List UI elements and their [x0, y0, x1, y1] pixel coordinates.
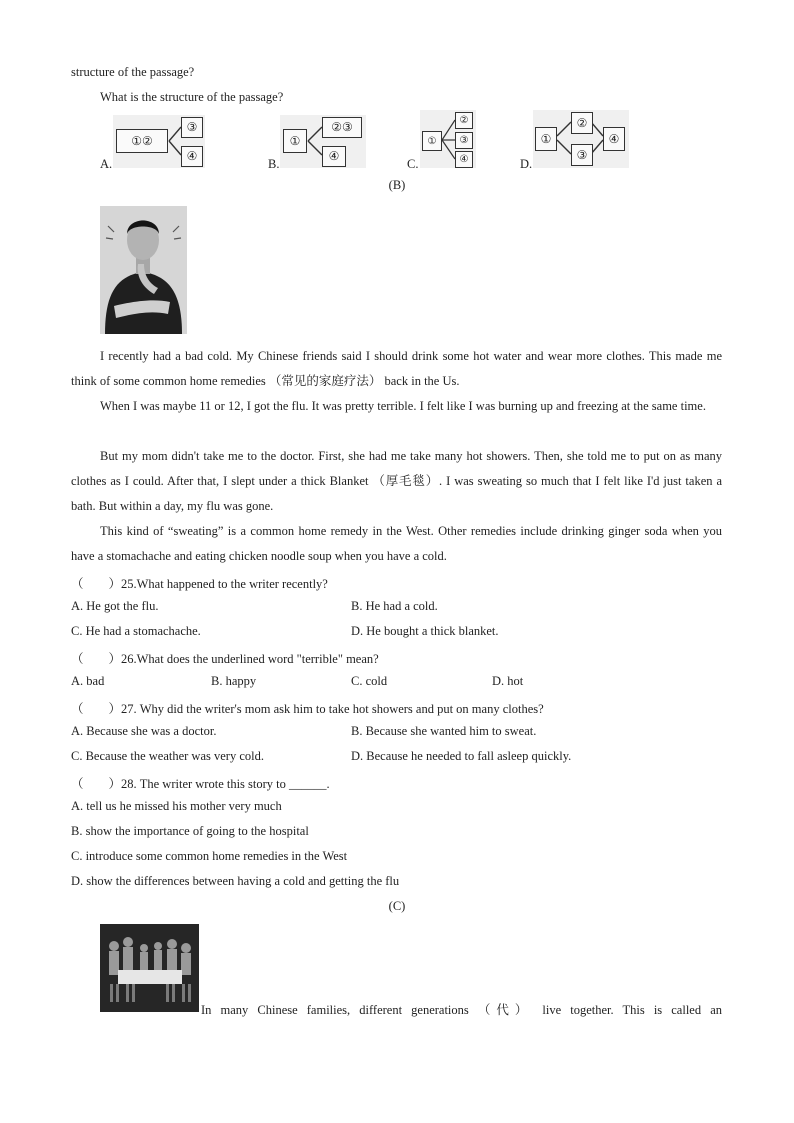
- option-d-box-4: ④: [603, 127, 625, 151]
- question-28-option-c[interactable]: C. introduce some common home remedies in the West: [71, 849, 348, 863]
- passage-b-paragraph-4: This kind of “sweating” is a common home remedy in the West. Other remedies include drinking ginger soda when you have a stomachache and eating chicken noodle soup when you have a cold.: [71, 524, 722, 563]
- question-27-option-d[interactable]: D. Because he needed to fall asleep quickly.: [351, 749, 572, 763]
- passage-b-paragraph-1: I recently had a bad cold. My Chinese friends said I should drink some hot water and wear more clothes. This made me think of some common home remedies （常见的家庭疗法） back in the Us.: [71, 349, 722, 388]
- passage-b-paragraph-3: But my mom didn't take me to the doctor. First, she had me take many hot showers. Then, she told me to put on as many clothes as I could. After that, I slept under a thick Blanket （厚毛毯）. I was sweating so much that I felt like I'd just taken a bath. But within a day, my flu was gone.: [71, 449, 722, 513]
- option-b-box-2: ②③: [322, 117, 362, 138]
- option-d-box-2: ②: [571, 112, 593, 134]
- question-26-option-d[interactable]: D. hot: [492, 674, 524, 688]
- question-26-option-b[interactable]: B. happy: [211, 674, 257, 688]
- option-c-box-3: ③: [455, 132, 473, 149]
- option-a-box-1: ①②: [116, 129, 168, 153]
- question-27-option-c[interactable]: C. Because the weather was very cold.: [71, 749, 264, 763]
- structure-question: What is the structure of the passage?: [100, 90, 284, 104]
- question-27-stem: （ ）27. Why did the writer's mom ask him to take hot showers and put on many clothes?: [71, 702, 544, 716]
- option-c-box-1: ①: [422, 131, 442, 151]
- option-b-box-1: ①: [283, 129, 307, 153]
- passage-b-paragraph-2: When I was maybe 11 or 12, I got the flu. It was pretty terrible. I felt like I was burning up and freezing at the same time.: [100, 399, 706, 413]
- question-26-option-a[interactable]: A. bad: [71, 674, 105, 688]
- question-28-option-b[interactable]: B. show the importance of going to the hospital: [71, 824, 309, 838]
- question-28-option-a[interactable]: A. tell us he missed his mother very much: [71, 799, 282, 813]
- question-28-stem: （ ）28. The writer wrote this story to ______.: [71, 777, 330, 791]
- question-25-option-c[interactable]: C. He had a stomachache.: [71, 624, 201, 638]
- question-25-stem: （ ）25.What happened to the writer recently?: [71, 577, 328, 591]
- family-dinner-drawing: [100, 924, 199, 1012]
- section-b-heading: (B): [388, 178, 406, 192]
- passage-question-continuation: structure of the passage?: [71, 65, 195, 79]
- question-28-option-d[interactable]: D. show the differences between having a cold and getting the flu: [71, 874, 400, 888]
- option-c-box-2: ②: [455, 112, 473, 129]
- question-26-stem: （ ）26.What does the underlined word "terrible" mean?: [71, 652, 379, 666]
- option-b-label: B.: [268, 157, 280, 171]
- option-b-diagram: [280, 115, 366, 168]
- question-25-option-a[interactable]: A. He got the flu.: [71, 599, 159, 613]
- passage-c-first-line: In many Chinese families, different generations （代） live together. This is called an: [201, 1003, 722, 1017]
- option-d-diagram: [533, 110, 629, 168]
- family-dinner-photo: [100, 924, 199, 1012]
- section-c-heading: (C): [388, 899, 406, 913]
- question-25-option-b[interactable]: B. He had a cold.: [351, 599, 438, 613]
- option-c-box-4: ④: [455, 151, 473, 168]
- option-a-box-3: ④: [181, 146, 203, 167]
- option-d-box-3: ③: [571, 144, 593, 166]
- question-27-option-a[interactable]: A. Because she was a doctor.: [71, 724, 217, 738]
- question-26-option-c[interactable]: C. cold: [351, 674, 388, 688]
- option-d-label: D.: [520, 157, 533, 171]
- option-a-label: A.: [100, 157, 113, 171]
- option-a-diagram: [113, 115, 205, 168]
- option-c-diagram: [420, 110, 476, 168]
- sick-man-illustration: [100, 206, 187, 334]
- sick-man-drawing: [100, 206, 187, 334]
- option-c-label: C.: [407, 157, 419, 171]
- question-27-option-b[interactable]: B. Because she wanted him to sweat.: [351, 724, 537, 738]
- option-d-box-1: ①: [535, 127, 557, 151]
- option-a-box-2: ③: [181, 117, 203, 138]
- option-b-box-3: ④: [322, 146, 346, 167]
- question-25-option-d[interactable]: D. He bought a thick blanket.: [351, 624, 499, 638]
